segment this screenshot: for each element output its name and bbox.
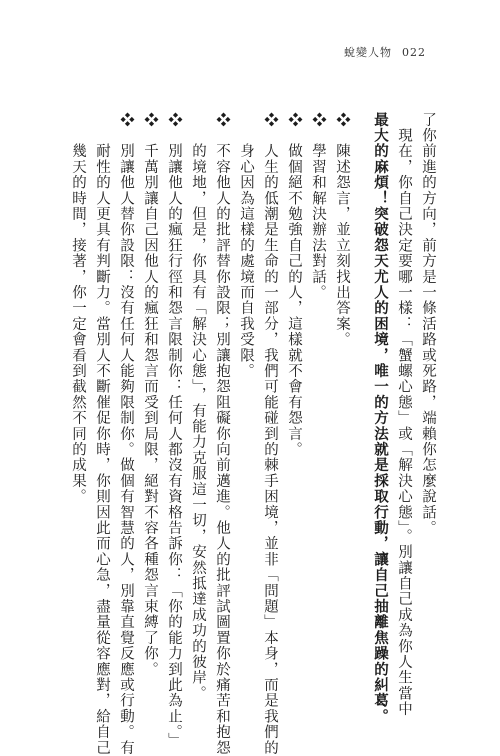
bullet-item-continuation: 的境地，但是，你具有「解決心態」，有能力克服這一切，安然抵達成功的彼岸。 [190, 112, 206, 702]
bullet-item: ❖ 千萬別讓自己因他人的瘋狂和怨言而受到局限，絕對不容各種怨言束縛了你。 [142, 112, 158, 678]
bullet-item: ❖ 陳述怨言，並立刻找出答案。 [334, 112, 350, 348]
bullet-item-continuation: 耐性的人更具有判斷力。當別人不斷催促你時，你則因此而心急，盡量從容應對，給自己 [94, 112, 110, 756]
bullet-item: ❖ 別讓他人的瘋狂行徑和怨言限制你：任何人都沒有資格告訴你：「你的能力到此為止。」 [166, 112, 182, 749]
bullet-item-continuation: 身心因為這樣的處境而自我受限。 [238, 112, 254, 379]
bullet-item: ❖ 別讓他人替你設限：沒有任何人能夠限制你。做個有智慧的人，別靠直覺反應或行動。有 [118, 112, 134, 756]
running-header [344, 44, 426, 60]
bullet-item: ❖ 人生的低潮是生命的一部分，我們可能碰到的棘手困境，並非「問題」本身，而是我們的 [262, 112, 278, 756]
text-line-emphasis: 最大的麻煩！突破怨天尤人的困境，唯一的方法就是採取行動，讓自己抽離焦躁的糾葛。 [372, 112, 389, 725]
chapter-title: 蛻變人物 [344, 46, 392, 59]
text-line: 現在，你自己決定要哪一樣：「蟹螺心態」或「解決心態」。別讓自己成為你人生當中 [396, 112, 412, 718]
page-number: 022 [402, 46, 426, 59]
bullet-item-continuation: 幾天的時間，接著，你一定會看到截然不同的成果。 [70, 112, 86, 505]
text-line: 了你前進的方向，前方是一條活路或死路，端賴你怎麼說話。 [420, 112, 436, 536]
bullet-item: ❖ 做個絕不勉強自己的人，這樣就不會有怨言。 [286, 112, 302, 458]
bullet-item: ❖ 不容他人的批評替你設限；別讓抱怨阻礙你向前邁進。他人的批評試圖置你於痛苦和抱怨 [214, 112, 230, 756]
vertical-text-body [70, 112, 440, 756]
paragraph-spacer [354, 112, 368, 652]
bullet-item: ❖ 學習和解決辦法對話。 [310, 112, 326, 301]
